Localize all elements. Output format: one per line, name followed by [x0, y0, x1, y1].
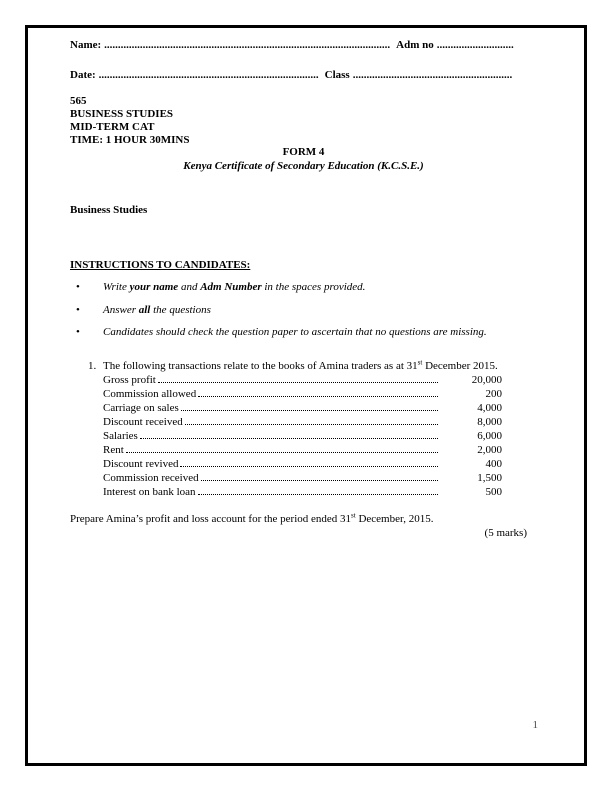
transaction-amount: 8,000 [477, 416, 502, 428]
dot-leader [201, 480, 438, 481]
date-field-line [70, 69, 545, 81]
dot-leader [140, 438, 438, 439]
transaction-amount: 20,000 [471, 374, 502, 386]
dot-leader [181, 410, 438, 411]
ordinal-superscript: st [351, 511, 356, 520]
date-blank: ................................................................................ [98, 69, 319, 81]
transaction-row [103, 443, 502, 457]
exam-type: MID-TERM CAT [70, 121, 155, 133]
question-task: Prepare Amina’s profit and loss account for the period ended 31st December, 2015. [70, 511, 434, 525]
name-field-line [70, 39, 545, 51]
class-label: Class [324, 69, 350, 81]
transaction-row [103, 471, 502, 485]
section-title: Business Studies [70, 204, 148, 216]
transaction-label: Commission allowed [103, 388, 197, 400]
adm-no-label: Adm no [396, 39, 434, 51]
transaction-label: Salaries [103, 430, 138, 442]
transaction-label: Interest on bank loan [103, 486, 196, 498]
transaction-row [103, 457, 502, 471]
name-label: Name: [70, 39, 102, 51]
instructions-heading: INSTRUCTIONS TO CANDIDATES: [70, 259, 251, 271]
bullet-icon: • [76, 281, 80, 293]
ordinal-superscript: st [417, 358, 423, 367]
date-label: Date: [70, 69, 96, 81]
transaction-label: Discount revived [103, 458, 179, 470]
transaction-label: Rent [103, 444, 124, 456]
question-intro: 1. The following transactions relate to the books of Amina traders as at 31st December 2015. [88, 358, 498, 372]
transaction-amount: 2,000 [477, 444, 502, 456]
centered-header [70, 146, 537, 173]
paper-code: 565 [70, 95, 87, 107]
transaction-row [103, 415, 502, 429]
transaction-label: Discount received [103, 416, 183, 428]
marks-allocation: (5 marks) [484, 527, 527, 539]
dot-leader [185, 424, 438, 425]
transactions-list [103, 373, 502, 499]
dot-leader [158, 382, 438, 383]
bullet-icon: • [76, 326, 80, 339]
instruction-item: • Candidates should check the question paper to ascertain that no questions are missing. [76, 326, 487, 339]
transaction-row [103, 401, 502, 415]
instruction-item: • Write your name and Adm Number in the spaces provided. [76, 281, 366, 293]
transaction-amount: 400 [485, 458, 502, 470]
transaction-amount: 4,000 [477, 402, 502, 414]
transaction-label: Gross profit [103, 374, 156, 386]
transaction-row [103, 485, 502, 499]
transaction-amount: 500 [485, 486, 502, 498]
certificate-title: Kenya Certificate of Secondary Education (K.C.S.E.) [183, 159, 424, 172]
dot-leader [198, 396, 438, 397]
exam-header [70, 95, 189, 147]
transaction-row [103, 373, 502, 387]
page-number: 1 [532, 719, 538, 731]
form-level: FORM 4 [282, 146, 325, 158]
question-number: 1. [88, 360, 97, 372]
transaction-amount: 200 [485, 388, 502, 400]
transaction-amount: 6,000 [477, 430, 502, 442]
question-1 [70, 359, 537, 499]
instructions-list [70, 281, 537, 349]
name-blank: ........................................................................................................ [104, 39, 391, 51]
transaction-amount: 1,500 [477, 472, 502, 484]
transaction-label: Carriage on sales [103, 402, 179, 414]
transaction-row [103, 387, 502, 401]
dot-leader [126, 452, 438, 453]
dot-leader [180, 466, 438, 467]
transaction-label: Commission received [103, 472, 199, 484]
class-blank: .......................................................... [352, 69, 513, 81]
dot-leader [198, 494, 438, 495]
transaction-row [103, 429, 502, 443]
subject-name: BUSINESS STUDIES [70, 108, 174, 120]
instruction-item: • Answer all the questions [76, 303, 211, 316]
adm-no-blank: ............................ [436, 39, 514, 51]
time-allowed: TIME: 1 HOUR 30MINS [70, 134, 190, 146]
bullet-icon: • [76, 303, 80, 316]
